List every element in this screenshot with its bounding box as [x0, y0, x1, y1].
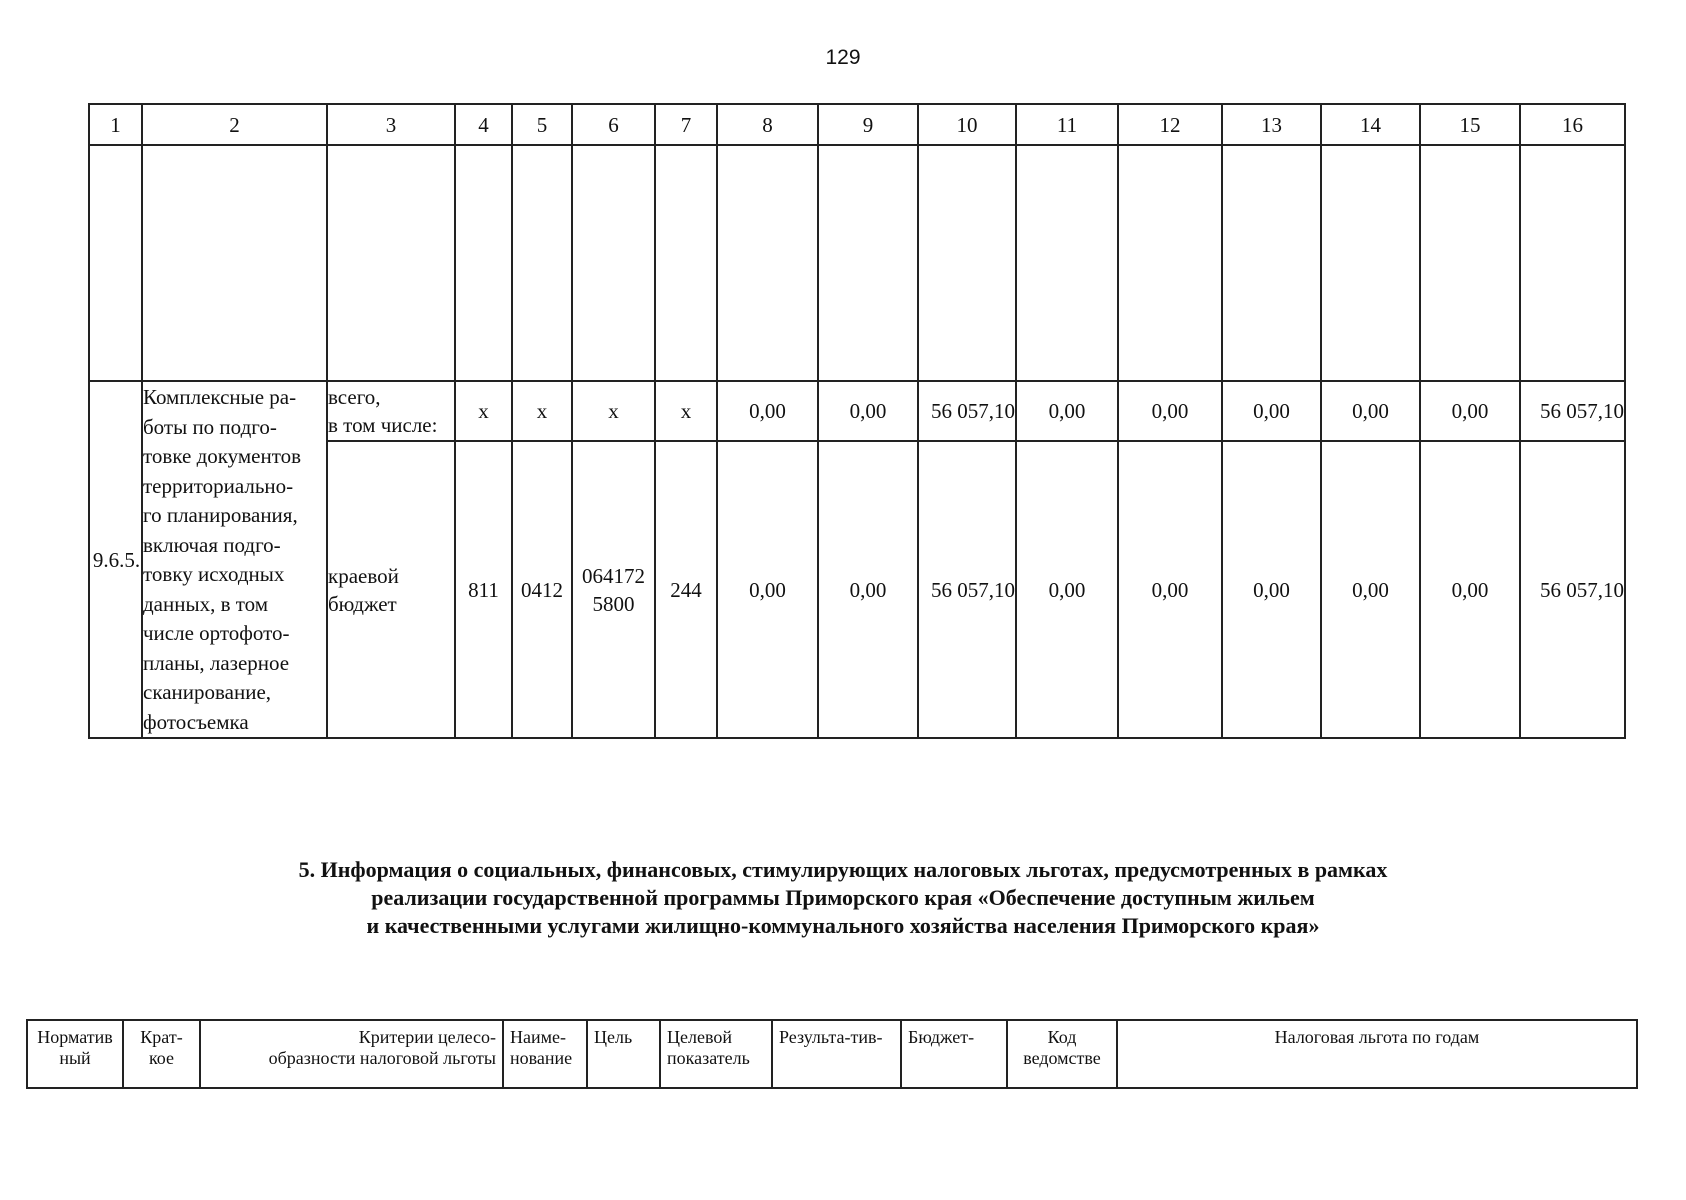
empty-cell — [1520, 145, 1625, 381]
header-line: Критерии целесо- — [358, 1027, 496, 1047]
header-budzhet — [901, 1020, 1007, 1088]
header-line: Крат- — [140, 1027, 183, 1047]
row-number: 9.6.5. — [89, 381, 142, 738]
empty-cell — [1321, 145, 1420, 381]
csr-line: 5800 — [592, 591, 635, 616]
section-title-line: 5. Информация о социальных, финансовых, стимулирующих налоговых льготах, предусмотренных в рамках — [298, 857, 1388, 882]
csr-line: х — [608, 399, 619, 424]
header-naimenovanie — [503, 1020, 587, 1088]
empty-cell — [1222, 145, 1321, 381]
value-cell: 56 057,10 — [918, 441, 1016, 738]
rzpr-cell: х — [512, 381, 572, 441]
vr-cell: х — [655, 381, 717, 441]
page-number: 129 — [825, 46, 861, 69]
col-header: 7 — [655, 104, 717, 145]
description-line: включая подго- — [143, 532, 281, 557]
program-finance-table — [88, 103, 1626, 739]
col-header: 11 — [1016, 104, 1118, 145]
value-cell: 0,00 — [1016, 441, 1118, 738]
empty-continuation-row — [89, 145, 1625, 381]
header-line: ный — [59, 1048, 91, 1068]
header-line: нование — [510, 1048, 573, 1068]
empty-cell — [1016, 145, 1118, 381]
col-header: 10 — [918, 104, 1016, 145]
description-line: товке документов — [143, 444, 302, 468]
section-title-line: реализации государственной программы Приморского края «Обеспечение доступным жильем — [371, 885, 1315, 910]
col-header: 8 — [717, 104, 818, 145]
table-row-total — [89, 381, 1625, 441]
col-header: 12 — [1118, 104, 1222, 145]
empty-cell — [918, 145, 1016, 381]
csr-line: 064172 — [582, 563, 645, 588]
value-cell: 0,00 — [818, 441, 918, 738]
value-cell: 0,00 — [717, 381, 818, 441]
header-line: Целевой — [667, 1027, 732, 1047]
header-line: показатель — [667, 1048, 750, 1068]
col-header: 9 — [818, 104, 918, 145]
description-line: сканирование, — [143, 680, 272, 704]
col-header: 2 — [142, 104, 327, 145]
col-header: 1 — [89, 104, 142, 145]
col-header: 5 — [512, 104, 572, 145]
col-header: 6 — [572, 104, 655, 145]
activity-description — [142, 381, 327, 738]
value-cell: 0,00 — [1420, 381, 1520, 441]
funding-source-line: всего, — [328, 385, 381, 410]
empty-cell — [327, 145, 455, 381]
value-cell: 0,00 — [818, 381, 918, 441]
description-line: боты по подго- — [143, 414, 277, 439]
empty-cell — [512, 145, 572, 381]
header-kod-vedomstve — [1007, 1020, 1117, 1088]
total-cell: 56 057,10 — [1520, 441, 1625, 738]
description-line: фотосъемка — [143, 709, 249, 734]
funding-source — [327, 381, 455, 441]
header-kriterii — [200, 1020, 503, 1088]
total-cell: 56 057,10 — [1520, 381, 1625, 441]
header-line: кое — [148, 1048, 175, 1068]
value-cell: 0,00 — [1016, 381, 1118, 441]
description-line: данных, в том — [143, 591, 269, 616]
value-cell: 0,00 — [717, 441, 818, 738]
header-line: Код — [1047, 1027, 1077, 1047]
empty-cell — [818, 145, 918, 381]
header-line: Норматив — [37, 1027, 113, 1047]
value-cell: 56 057,10 — [918, 381, 1016, 441]
header-line: Наиме- — [510, 1027, 566, 1047]
col-header: 15 — [1420, 104, 1520, 145]
header-line: Результа-тив- — [779, 1027, 883, 1047]
value-cell: 0,00 — [1321, 381, 1420, 441]
col-header: 3 — [327, 104, 455, 145]
tax-table-header-row — [27, 1020, 1637, 1088]
empty-cell — [89, 145, 142, 381]
funding-source — [327, 441, 455, 738]
empty-cell — [1118, 145, 1222, 381]
value-cell: 0,00 — [1222, 441, 1321, 738]
value-cell: 0,00 — [1321, 441, 1420, 738]
empty-cell — [655, 145, 717, 381]
empty-cell — [142, 145, 327, 381]
header-rezultativ — [772, 1020, 901, 1088]
description-line: Комплексные ра- — [143, 385, 297, 409]
grbs-cell: 811 — [455, 441, 512, 738]
header-line: образности налоговой льготы — [268, 1048, 496, 1068]
section-title-line: и качественными услугами жилищно-коммунального хозяйства населения Приморского края» — [366, 913, 1320, 938]
column-number-row — [89, 104, 1625, 145]
header-line: Бюджет- — [908, 1027, 975, 1047]
empty-cell — [455, 145, 512, 381]
rzpr-cell: 0412 — [512, 441, 572, 738]
col-header: 16 — [1520, 104, 1625, 145]
description-line: товку исходных — [143, 562, 285, 586]
empty-cell — [572, 145, 655, 381]
grbs-cell: х — [455, 381, 512, 441]
col-header: 4 — [455, 104, 512, 145]
header-line: Налоговая льгота по годам — [1274, 1027, 1480, 1047]
description-line: го планирования, — [143, 503, 298, 527]
header-line: Цель — [594, 1027, 633, 1047]
vr-cell: 244 — [655, 441, 717, 738]
header-tsel — [587, 1020, 660, 1088]
description-line: территориально- — [143, 473, 294, 498]
tax-benefits-table — [26, 1019, 1638, 1089]
value-cell: 0,00 — [1118, 381, 1222, 441]
csr-cell — [572, 441, 655, 738]
funding-source-line: бюджет — [328, 591, 397, 616]
description-line: числе ортофото- — [143, 621, 290, 645]
empty-cell — [717, 145, 818, 381]
value-cell: 0,00 — [1420, 441, 1520, 738]
empty-cell — [1420, 145, 1520, 381]
header-normativ — [27, 1020, 123, 1088]
header-kratkoe — [123, 1020, 200, 1088]
value-cell: 0,00 — [1222, 381, 1321, 441]
header-nalogovaya-lgota — [1117, 1020, 1637, 1088]
csr-cell — [572, 381, 655, 441]
section-title — [0, 856, 1686, 940]
col-header: 14 — [1321, 104, 1420, 145]
funding-source-line: в том числе: — [328, 413, 438, 438]
header-line: ведомстве — [1023, 1048, 1101, 1068]
value-cell: 0,00 — [1118, 441, 1222, 738]
description-line: планы, лазерное — [143, 650, 290, 675]
header-tselevoy-pokazatel — [660, 1020, 772, 1088]
funding-source-line: краевой — [328, 563, 399, 588]
col-header: 13 — [1222, 104, 1321, 145]
